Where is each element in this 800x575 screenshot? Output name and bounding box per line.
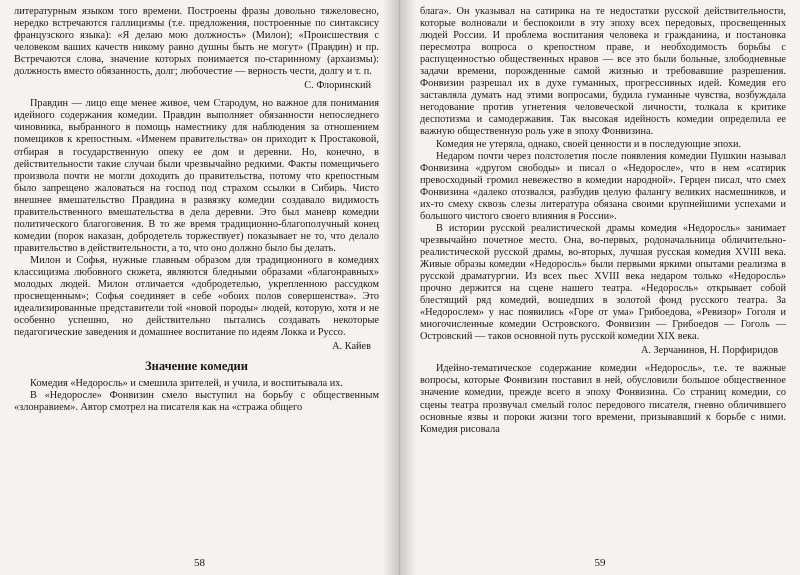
- paragraph: Недаром почти через полстолетия после появления комедии Пушкин называл Фонвизина «другом свободы» и писал о «Недоросле», что в нем «сатирик превосходный громил невежество в комедии народной». Герцен писал, что смех Фонвизина «далеко отозвался, разбудив целую фалангу великих насмешников, и их-то смеху сквозь слезы литература обязана своими крупнейшими успехами и большого чистого своего влияния в России».: [420, 150, 786, 222]
- page-number-right: 59: [594, 557, 606, 569]
- paragraph: В истории русской реалистической драмы комедия «Недоросль» занимает чрезвычайно почетное место. Она, во-первых, родоначальница обличительно-реалистической русской драмы, во-вторых, лучшая русская комедия XVIII века. Живые образы комедии «Недоросль» были первыми яркими опытами реализма в русской драматургии. Из всех пьес XVIII века недаром только «Недоросль» прочно держится на сцене нашего театра. «Недоросль» открывает собой блестящий ряд комедий, вошедших в золотой фонд русского театра. За «Недорослем» у нас появились «Горе от ума» Грибоедова, «Ревизор» Гоголя и многочисленные комедии Островского. Фонвизин — Грибоедов — Гоголь — Островский — таков основной путь русской комедии XIX века.: [420, 222, 786, 343]
- paragraph: литературным языком того времени. Построены фразы довольно тяжеловесно, нередко встречаются галлицизмы (т.е. предложения, построенные по синтаксису французского языка): «Я делаю мою должность» (Милон); «Происшествия с человеком ваших качеств никому равно душны быть не могут» (Правдин) и пр. Встречаются слова, значение которых понимается по-старинному (архаизмы): должность вместо обязанность, долг; любочестие — верность чести, долгу и т. п.: [14, 6, 379, 78]
- paragraph: В «Недоросле» Фонвизин смело выступил на борьбу с общественным «злонравием». Автор смотрел на писателя как на «стража общего: [14, 390, 379, 414]
- paragraph: Комедия «Недоросль» и смешила зрителей, и учила, и воспитывала их.: [30, 378, 344, 390]
- left-mid-text: [14, 98, 379, 339]
- spine-shadow: [383, 0, 399, 575]
- page-number-left: 58: [194, 557, 205, 569]
- right-top-text: [420, 6, 786, 343]
- signature-florinsky: С. Флоринский: [304, 80, 371, 92]
- left-bottom-text: [14, 378, 379, 414]
- left-top-text: [14, 6, 379, 78]
- paragraph: Милон и Софья, нужные главным образом для традиционного в комедиях классицизма любовного сюжета, являются бледными образами «благонравных» молодых людей. Милон отличается «добродетелью, укрепленною рассудком просвещенным»; Софья соединяет в себе «обоих полов совершенства». Это идеализированные представители той «новой породы» людей, которую, хотя и не особенно успешно, но действительно пытались создавать некоторые педагогические заведения и домашнее воспитание по идеям Локка и Руссо.: [14, 254, 379, 339]
- right-bottom-text: [420, 363, 786, 435]
- paragraph: Правдин — лицо еще менее живое, чем Стародум, но важное для понимания идейного содержания комедии. Правдин выполняет обязанности непоследнего чиновника, выбранного в помощь наместнику для наблюдения за отношением помещиков к крепостным. «Именем правительства» он приходит к Простаковой, отбирая в государственную опеку ее дом и деревни. Но, конечно, в действительности такие случаи были чрезвычайно редкими. Факты помещичьего произвола почти не могли доходить до правительства, потому что крепостным было запрещено жаловаться на господ под страхом ссылки в Сибирь. Чисто внешнее вмешательство Правдина в развязку комедии создавало видимость правительственного вмешательства в дела деревни. Это был маневр комедии политического благоговения. В то же время традиционно-благополучный конец комедии (порок наказан, добродетель торжествует) показывает не то, что делало правительство в действительности, а то, что оно должно было бы делать.: [14, 98, 379, 254]
- right-page: [400, 0, 800, 575]
- section-heading: Значение комедии: [145, 359, 248, 374]
- signature-kaiev: А. Кайев: [332, 341, 371, 353]
- paragraph: Комедия не утеряла, однако, своей ценности и в последующие эпохи.: [436, 138, 742, 150]
- signature-zerchaninov: А. Зерчанинов, Н. Порфиридов: [640, 345, 778, 357]
- paragraph: Идейно-тематическое содержание комедии «Недоросль», т.е. те важные вопросы, которые Фонвизин поставил в ней, обусловили большое общественное значение комедии, прежде всего в эпоху Фонвизина. Со страниц комедии, со сцены театра прозвучал смелый голос передового писателя, гневно обличившего основные язвы и пороки жизни того времени, призывавший к борьбе с ними. Комедия рисовала: [420, 363, 786, 435]
- spine-shadow: [400, 0, 416, 575]
- paragraph: блага». Он указывал на сатирика на те недостатки русской действительности, которые волновали и беспокоили в эту эпоху всех передовых, просвещенных людей России. И проблема воспитания человека и гражданина, и постановка пересмотра вопроса о крепостном праве, и необходимость борьбы с распущенностью общественных нравов — все это были больные, злободневные задачи времени, порожденные самой жизнью и требовавшие разрешения. Фонвизин разрешал их в духе гуманных, прогрессивных идей. Комедия его заставляла думать над этими вопросами, будила гуманные чувства, возбуждала негодование против угнетения человеческой личности, толкала к критике деспотизма и самодержавия. Так высокая идейность комедии определила ее важную общественную роль уже в эпоху Фонвизина.: [420, 6, 786, 138]
